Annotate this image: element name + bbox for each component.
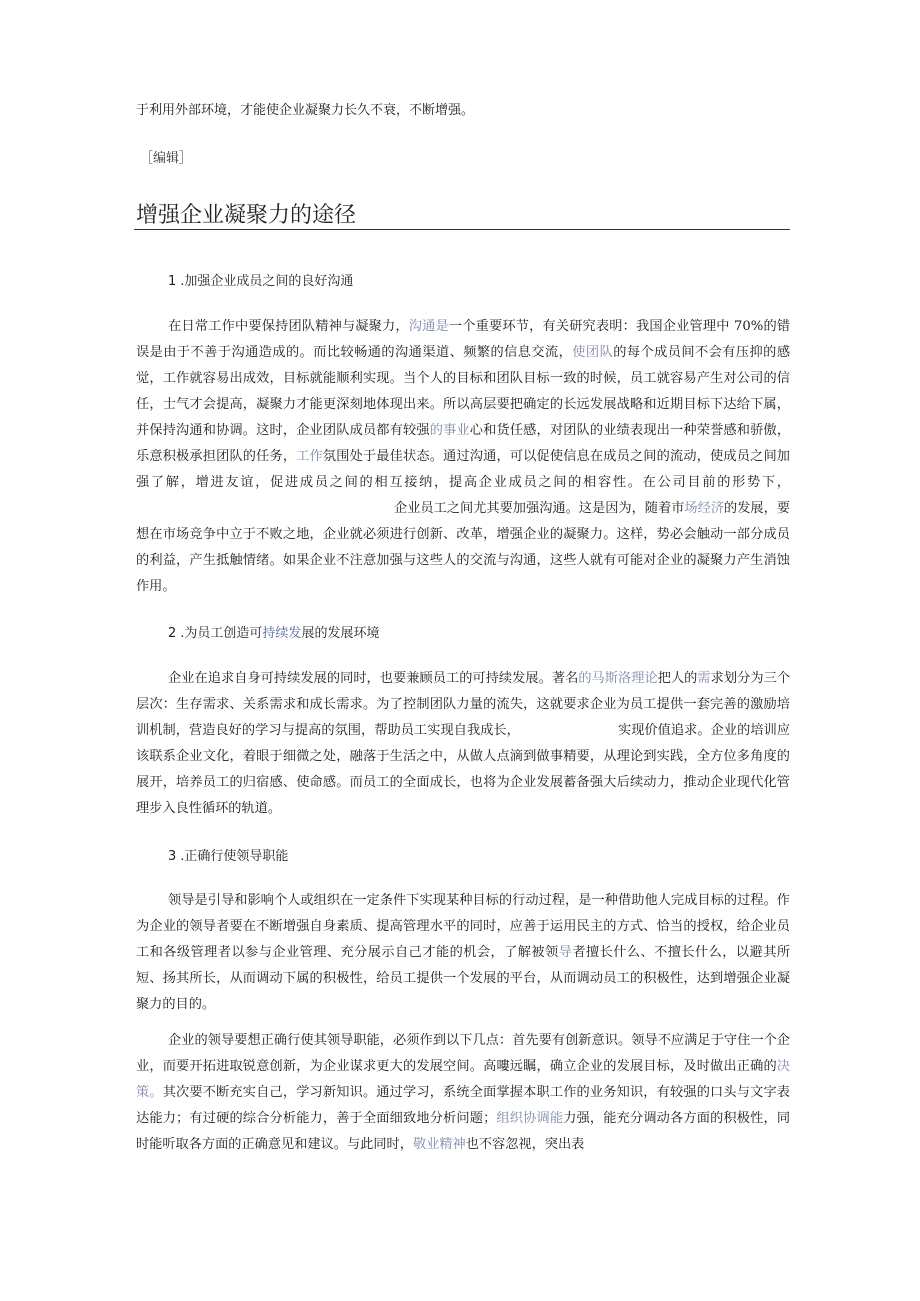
link-sustainable[interactable]: 持续发 [262, 626, 302, 641]
link-market-economy[interactable]: 场经济 [684, 501, 725, 516]
section-title: 增强企业凝聚力的途径 [136, 203, 357, 228]
link-career[interactable]: 的事业 [429, 423, 470, 438]
subsection-3-heading: 3 .正确行使领导职能 [168, 849, 289, 864]
link-maslow-theory[interactable]: 的马斯洛理论 [578, 671, 658, 686]
subsection-number: 1 [168, 274, 177, 289]
link-team[interactable]: 使团队 [572, 345, 614, 360]
paragraph-2: 企业在追求自身可持续发展的同时，也要兼顾员工的可持续发展。著名的马斯洛理论把人的需求划分为三个层次：生存需求、关系需求和成长需求。为了控制团队力量的流失，这就要求企业为员工提供一套完善的激励培训机制，营造良好的学习与提高的氛围，帮助员工实现自我成长， 实现价值追求。企业的培训应该联系企业文化，着眼于细微之处，融落于生活之中，从做人点滴到做事精要，从理论到实践，全方位多角度的展开，培养员工的归宿感、使命感。而员工的全面成长，也将为企业发展蓄备强大后续动力，推动企业现代化管理步入良性循环的轨道。 [136, 671, 791, 816]
subsection-title: .加强企业成员之间的良好沟通 [180, 274, 354, 289]
link-communication[interactable]: 沟通是 [408, 319, 449, 334]
link-needs[interactable]: 需 [697, 671, 711, 686]
section-title-rule [134, 229, 790, 230]
paragraph-3: 领导是引导和影响个人或组织在一定条件下实现某种目标的行动过程，是一种借助他人完成目标的过程。作为企业的领导者要在不断增强自身素质、提高管理水平的同时，应善于运用民主的方式、恰当的授权，给企业员工和各级管理者以参与企业管理、充分展示自己才能的机会，了解被领导者擅长什么、不擅长什么，以避其所短、扬其所长，从而调动下属的积极性，给员工提供一个发展的平台，从而调动员工的积极性，达到增强企业凝聚力的目的。 [136, 893, 791, 1012]
link-decision[interactable]: 决策。 [136, 1059, 790, 1100]
subsection-number: 3 [168, 849, 177, 864]
paragraph-1: 在日常工作中要保持团队精神与凝聚力，沟通是一个重要环节，有关研究表明：我国企业管理中 70%的错误是由于不善于沟通造成的。而比较畅通的沟通渠道、频繁的信息交流，使团队的每个成员间不会有压抑的感觉，工作就容易出成效，目标就能顺利实现。当个人的目标和团队目标一致的时候，员工就容易产生对公司的信任，士气才会提高，凝聚力才能更深刻地体现出来。所以高层要把确定的长远发展战略和近期目标下达给下属，并保持沟通和协调。这时，企业团队成员都有较强的事业心和货任感，对团队的业绩表现出一种荣誉感和骄傲，乐意积极承担团队的任务，工作氛围处于最佳状态。通过沟通，可以促使信息在成员之间的流动，使成员之间加强了解，增进友谊，促进成员之间的相互接纳，提高企业成员之间的相容性。在公司目前的形势下，企业员工之间尤其要加强沟通。这是因为，随着市场经济的发展，要想在市场竞争中立于不败之地，企业就必须进行创新、改革，增强企业的凝聚力。这样，势必会触动一部分成员的利益，产生抵触情绪。如果企业不注意加强与这些人的交流与沟通，这些人就有可能对企业的凝聚力产生消蚀作用。 [136, 319, 791, 594]
subsection-1-heading [168, 273, 353, 291]
paragraph-4: 企业的领导要想正确行使其领导职能，必须作到以下几点：首先要有创新意识。领导不应满足于守住一个企业，而要开拓进取锐意创新，为企业谋求更大的发展空间。高嘍远瞩，确立企业的发展目标，及时做出正确的决策。其次要不断充实自己，学习新知识。通过学习，系统全面掌握本职工作的业务知识，有较强的口头与文字表达能力；有过硬的综合分析能力，善于全面细致地分析问题；组织协调能力强，能充分调动各方面的积极性，同时能听取各方面的正确意见和建议。与此同时，敬业精神也不容忽视，突出表 [136, 1033, 791, 1152]
subsection-number: 2 [168, 626, 177, 641]
link-coordination-ability[interactable]: 组织协调能 [496, 1111, 564, 1126]
edit-link[interactable]: ［编辑］ [140, 151, 193, 166]
subsection-2-heading: 2 .为员工创造可持续发展的发展环境 [168, 626, 380, 641]
link-leader[interactable]: 导 [558, 945, 573, 960]
intro-tail-text: 于利用外部环境，才能使企业凝聚力长久不衰，不断增强。 [136, 103, 475, 118]
link-dedication[interactable]: 敬业精神 [412, 1137, 466, 1152]
link-work[interactable]: 工作 [296, 449, 323, 464]
